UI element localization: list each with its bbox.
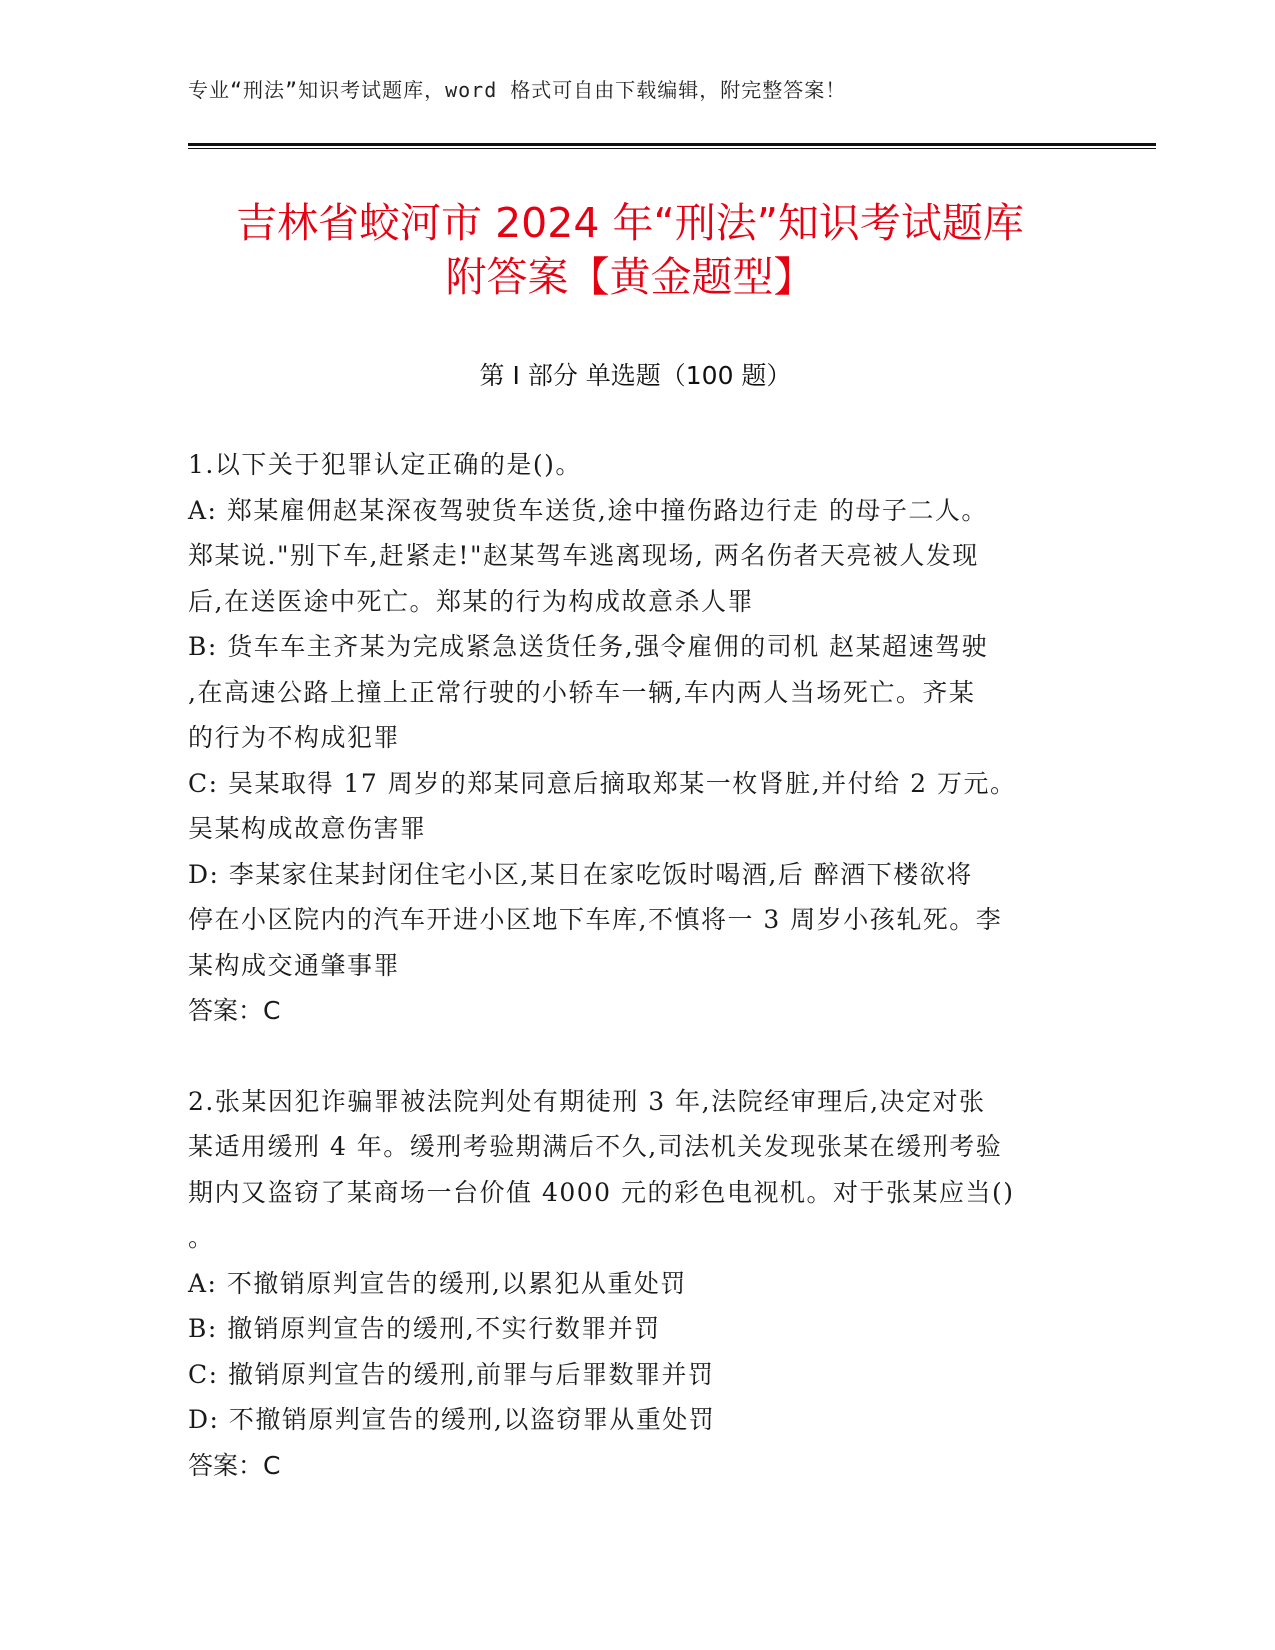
section-title: 第 I 部分 单选题（100 题） xyxy=(479,361,792,390)
header-divider xyxy=(188,143,1156,149)
question-line: 期内又盗窃了某商场一台价值 4000 元的彩色电视机。对于张某应当() xyxy=(188,1177,1015,1207)
question-line: 2.张某因犯诈骗罪被法院判处有期徒刑 3 年,法院经审理后,决定对张 xyxy=(188,1086,986,1116)
option-d-cont: 停在小区院内的汽车开进小区地下车库,不慎将一 3 周岁小孩轧死。李 xyxy=(188,905,1003,934)
question-1 xyxy=(188,442,1083,1034)
option-d-cont: 某构成交通肇事罪 xyxy=(188,950,401,980)
option-c-cont: 吴某构成故意伤害罪 xyxy=(188,814,427,843)
title-line-2: 附答案【黄金题型】 xyxy=(445,253,815,301)
option-c: C: 撤销原判宣告的缓刑,前罪与后罪数罪并罚 xyxy=(188,1359,715,1389)
answer: 答案：C xyxy=(188,1450,281,1480)
question-list xyxy=(188,442,1083,1488)
option-d: D: 李某家住某封闭住宅小区,某日在家吃饭时喝酒,后 醉酒下楼欲将 xyxy=(188,859,973,889)
question-line: 某适用缓刑 4 年。缓刑考验期满后不久,司法机关发现张某在缓刑考验 xyxy=(188,1132,1003,1161)
option-a: A: 不撤销原判宣告的缓刑,以累犯从重处罚 xyxy=(188,1268,687,1298)
option-c: C: 吴某取得 17 周岁的郑某同意后摘取郑某一枚肾脏,并付给 2 万元。 xyxy=(188,768,1017,798)
title-line-1: 吉林省蛟河市 2024 年“刑法”知识考试题库 xyxy=(236,199,1024,247)
answer: 答案：C xyxy=(188,996,281,1025)
option-b-cont: 的行为不构成犯罪 xyxy=(188,723,401,752)
option-b: B: 撤销原判宣告的缓刑,不实行数罪并罚 xyxy=(188,1314,661,1343)
page-header: 专业“刑法”知识考试题库，word 格式可自由下载编辑，附完整答案！ xyxy=(188,78,847,102)
option-a-cont: 后,在送医途中死亡。郑某的行为构成故意杀人罪 xyxy=(188,586,754,616)
question-line: 1.以下关于犯罪认定正确的是()。 xyxy=(188,450,582,479)
question-line: 。 xyxy=(188,1223,215,1252)
option-b-cont: ,在高速公路上撞上正常行驶的小轿车一辆,车内两人当场死亡。齐某 xyxy=(188,677,976,707)
option-a-cont: 郑某说."别下车,赶紧走!"赵某驾车逃离现场, 两名伤者天亮被人发现 xyxy=(188,541,979,570)
option-b: B: 货车车主齐某为完成紧急送货任务,强令雇佣的司机 赵某超速驾驶 xyxy=(188,632,989,661)
document-title xyxy=(150,196,1110,304)
option-d: D: 不撤销原判宣告的缓刑,以盗窃罪从重处罚 xyxy=(188,1405,716,1434)
option-a: A: 郑某雇佣赵某深夜驾驶货车送货,途中撞伤路边行走 的母子二人。 xyxy=(188,495,988,525)
question-2 xyxy=(188,1079,1083,1489)
question-gap xyxy=(188,1034,1083,1079)
